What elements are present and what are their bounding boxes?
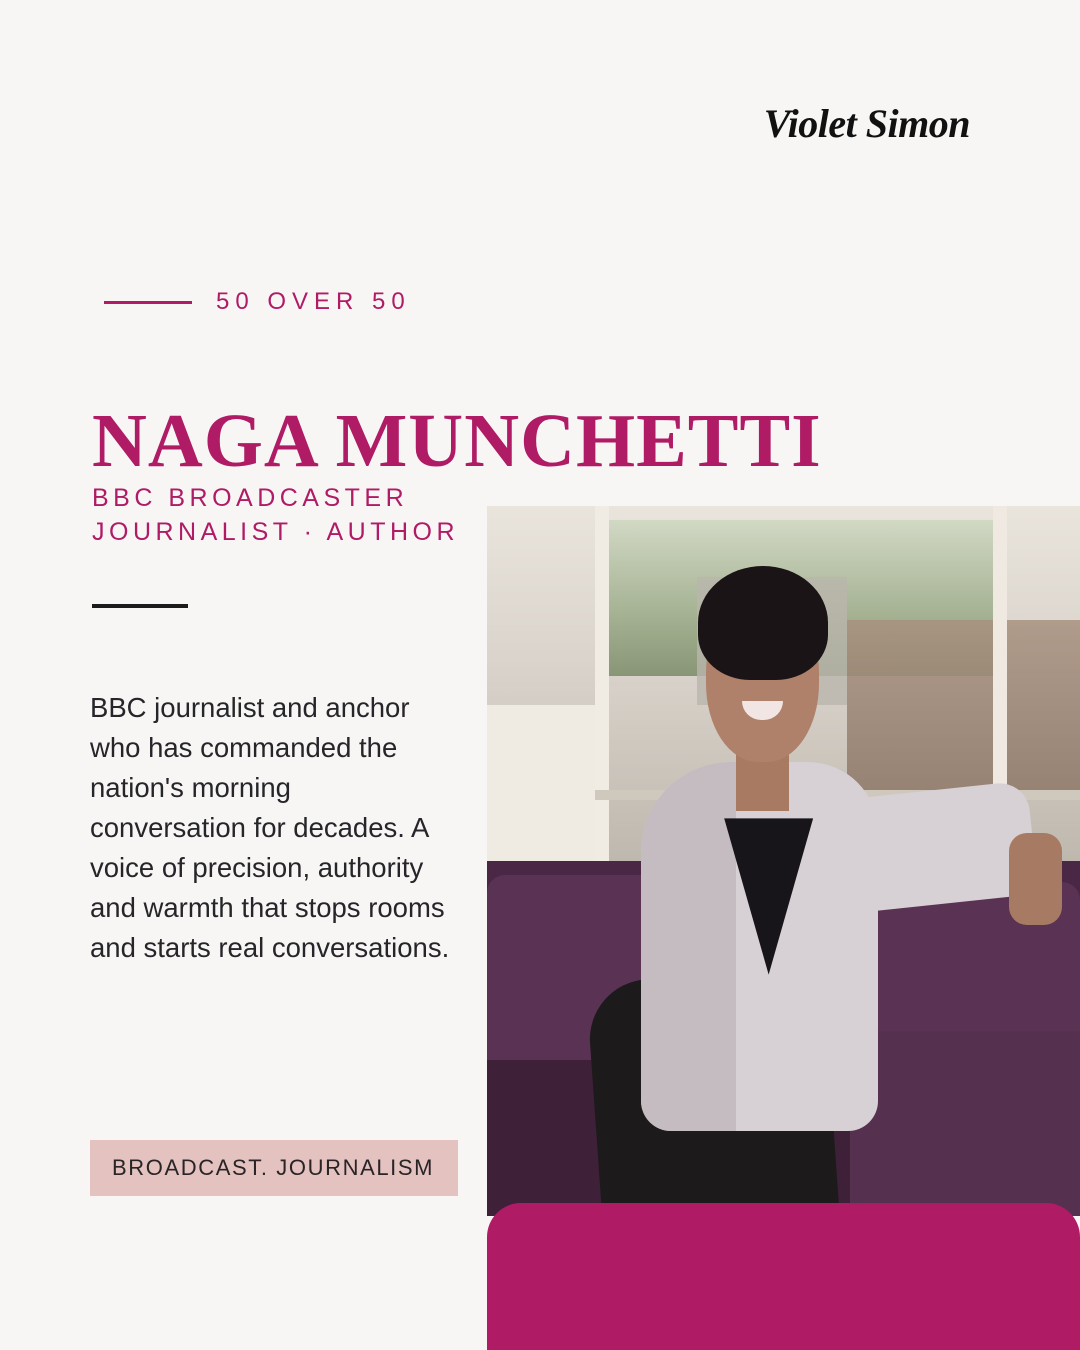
kicker xyxy=(104,288,411,316)
subject-blouse-shadow xyxy=(641,762,736,1131)
role-line-1: BBC BROADCASTER xyxy=(92,484,409,512)
subject-hand xyxy=(1009,833,1062,925)
brand-wordmark: Violet Simon xyxy=(763,101,970,146)
window-view-brick-wall xyxy=(847,620,1080,790)
status-badge: BROADCAST. JOURNALISM xyxy=(90,1140,458,1196)
accent-panel xyxy=(487,1203,1080,1350)
kicker-rule-icon xyxy=(104,301,192,304)
section-divider xyxy=(92,604,188,608)
sofa-seat-right xyxy=(850,1031,1080,1216)
bio-text: BBC journalist and anchor who has commanded the nation's morning conversation for decades. A voice of precision, authority and warmth that stops rooms and starts real conversations. xyxy=(90,691,450,963)
role-line-2: JOURNALIST · AUTHOR xyxy=(92,517,460,546)
window-frame-left xyxy=(595,506,609,904)
kicker-label: 50 OVER 50 xyxy=(216,288,411,315)
subject-arm xyxy=(837,780,1038,913)
portrait-illustration xyxy=(487,506,1080,1216)
subject-hair xyxy=(698,566,828,680)
page-title: NAGA MUNCHETTI xyxy=(92,398,822,483)
role-subtitle xyxy=(92,482,459,550)
portrait-photo xyxy=(487,506,1080,1216)
